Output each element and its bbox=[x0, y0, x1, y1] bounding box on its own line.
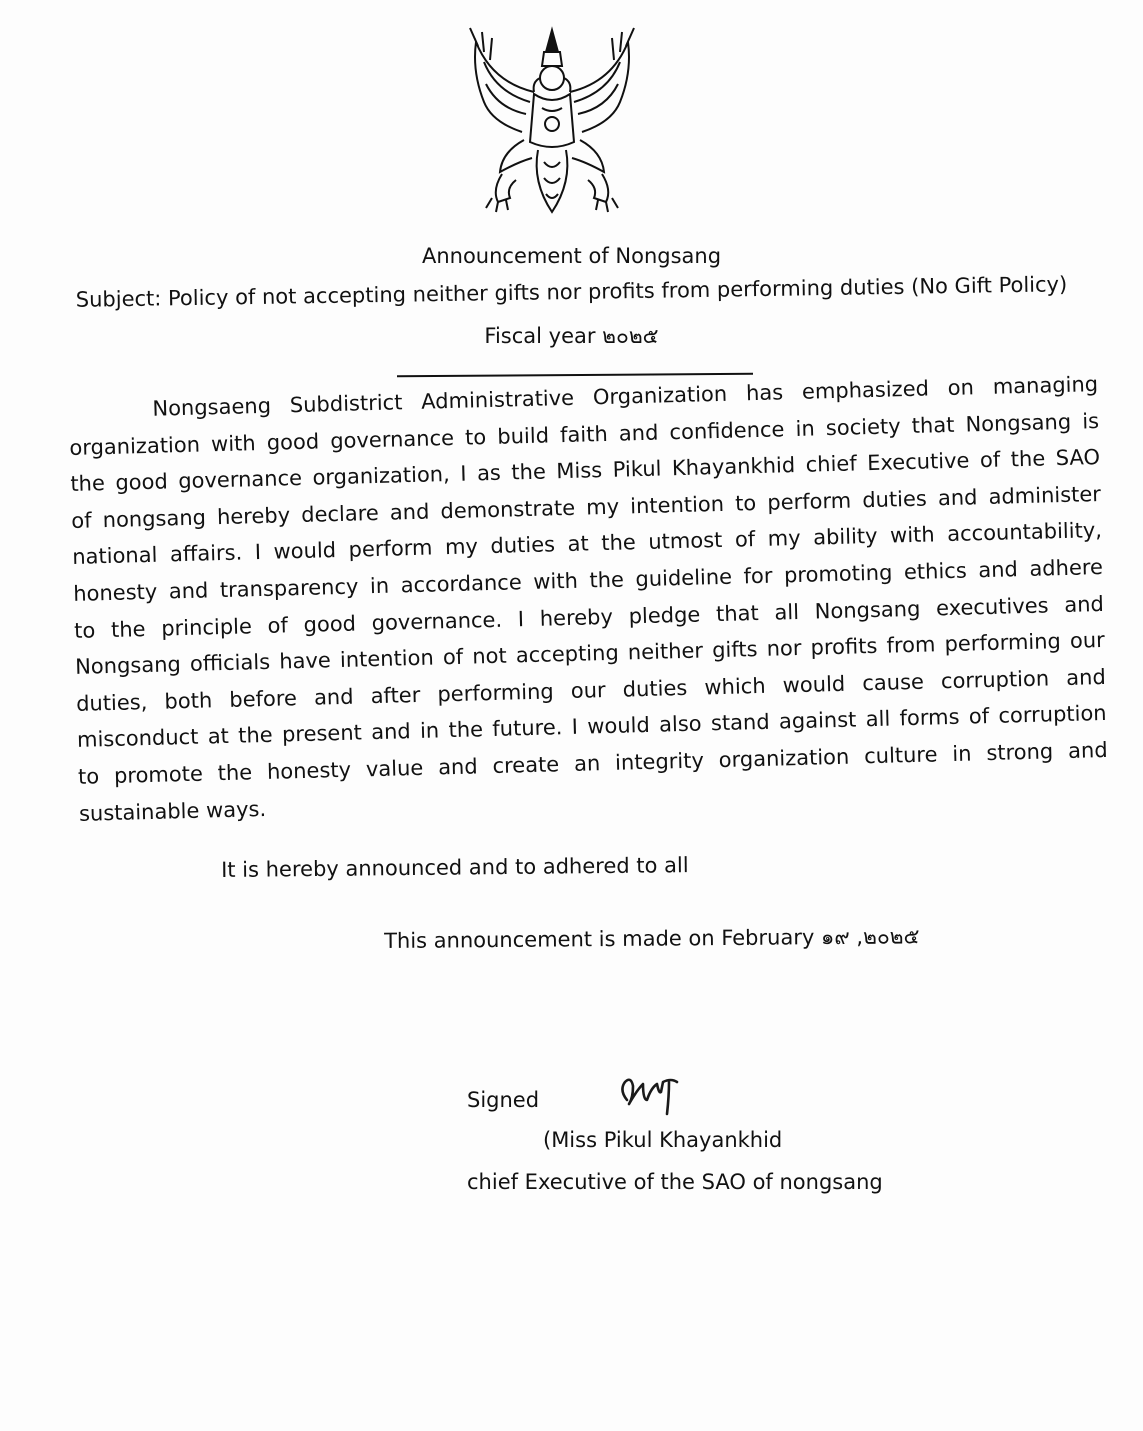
body-line: the good governance organization, I as the Miss Pikul Khayankhid chief Executive of the SAO bbox=[70, 445, 1101, 497]
signed-label: Signed bbox=[467, 1088, 540, 1112]
document-subject: Subject: Policy of not accepting neither gifts nor profits from performing duties (No Gift Policy) bbox=[75, 272, 1068, 312]
body-line: misconduct at the present and in the future. I would also stand against all forms of corruption bbox=[76, 701, 1107, 753]
body-line: to promote the honesty value and create an integrity organization culture in strong and bbox=[77, 737, 1108, 789]
signer-title: chief Executive of the SAO of nongsang bbox=[467, 1170, 883, 1194]
handwritten-signature bbox=[613, 1070, 685, 1120]
document-title: Announcement of Nongsang bbox=[421, 244, 722, 268]
signer-name: (Miss Pikul Khayankhid bbox=[543, 1128, 783, 1152]
fiscal-year: Fiscal year ๒๐๒๕ bbox=[484, 324, 659, 348]
body-line: organization with good governance to build faith and confidence in society that Nongsang is bbox=[69, 408, 1100, 460]
body-line: duties, both before and after performing our duties which would cause corruption and bbox=[75, 664, 1107, 716]
closing-statement: It is hereby announced and to adhered to all bbox=[221, 853, 689, 882]
body-line: Nongsang officials have intention of not accepting neither gifts nor profits from performing our bbox=[74, 628, 1106, 680]
body-line: national affairs. I would perform my duties at the utmost of my ability with accountability, bbox=[71, 518, 1103, 570]
garuda-emblem-icon bbox=[462, 22, 642, 218]
body-line: to the principle of good governance. I hereby pledge that all Nongsang executives and bbox=[73, 591, 1105, 643]
body-line: of nongsang hereby declare and demonstrate my intention to perform duties and administer bbox=[71, 481, 1102, 533]
announcement-date: This announcement is made on February ๑๙ ,๒๐๒๕ bbox=[384, 924, 920, 953]
body-line: Nongsaeng Subdistrict Administrative Organization has emphasized on managing bbox=[152, 372, 1099, 421]
body-line: honesty and transparency in accordance with the guideline for promoting ethics and adhere bbox=[72, 554, 1104, 606]
announcement-body bbox=[68, 366, 1109, 832]
body-line: sustainable ways. bbox=[78, 796, 267, 826]
